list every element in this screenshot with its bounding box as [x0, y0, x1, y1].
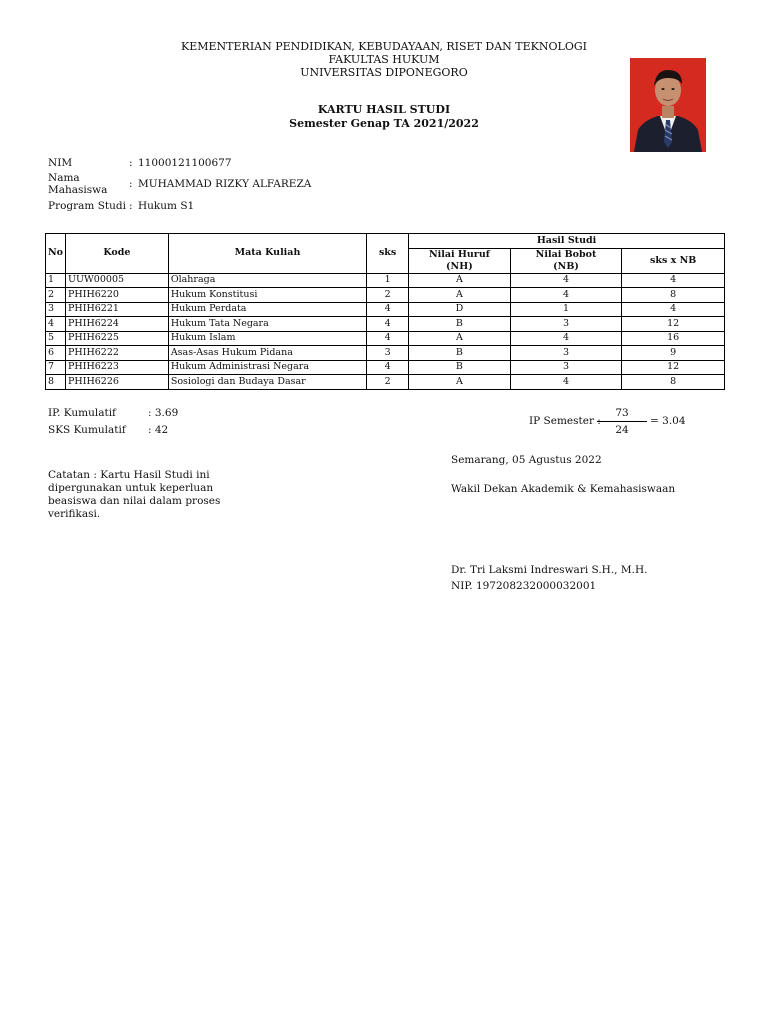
- cell-sks-x-nb: 4: [622, 302, 725, 317]
- cell-sks-x-nb: 9: [622, 346, 725, 361]
- name-value: MUHAMMAD RIZKY ALFAREZA: [138, 178, 312, 190]
- cell-sks: 4: [367, 317, 409, 332]
- signatory-nip: NIP. 197208232000032001: [451, 580, 597, 592]
- cell-mata-kuliah: Olahraga: [168, 273, 366, 288]
- program-colon: :: [129, 200, 133, 212]
- cell-sks-x-nb: 8: [622, 288, 725, 303]
- cell-no: 3: [46, 302, 66, 317]
- table-header-row: [46, 234, 725, 249]
- col-mata-kuliah-header: Mata Kuliah: [168, 234, 366, 274]
- cell-nilai-bobot: 3: [510, 346, 622, 361]
- grades-table: [45, 233, 725, 390]
- cell-mata-kuliah: Hukum Islam: [168, 331, 366, 346]
- cell-no: 4: [46, 317, 66, 332]
- cell-sks: 4: [367, 360, 409, 375]
- table-row: [46, 360, 725, 375]
- ip-kumulatif-label: IP. Kumulatif: [48, 407, 116, 419]
- cell-nilai-huruf: D: [409, 302, 511, 317]
- title-main: KARTU HASIL STUDI: [317, 103, 451, 116]
- cell-nilai-bobot: 4: [510, 331, 622, 346]
- table-row: [46, 331, 725, 346]
- cell-nilai-bobot: 3: [510, 317, 622, 332]
- ip-semester-numerator: 73: [615, 407, 629, 419]
- cell-no: 2: [46, 288, 66, 303]
- fraction-bar: [597, 421, 647, 422]
- cell-nilai-bobot: 4: [510, 375, 622, 390]
- cell-sks: 1: [367, 273, 409, 288]
- cell-mata-kuliah: Hukum Konstitusi: [168, 288, 366, 303]
- table-row: [46, 273, 725, 288]
- signature-position: Wakil Dekan Akademik & Kemahasiswaan: [451, 483, 676, 495]
- col-sks-header: sks: [367, 234, 409, 274]
- document-title: [0, 103, 768, 130]
- cell-nilai-huruf: A: [409, 375, 511, 390]
- nim-label: NIM: [48, 157, 73, 169]
- ip-semester-denominator: 24: [615, 424, 629, 436]
- hasil-studi-header: Hasil Studi: [409, 234, 725, 249]
- cell-sks: 3: [367, 346, 409, 361]
- col-sks-x-nb-header: sks x NB: [622, 248, 725, 273]
- cell-nilai-huruf: A: [409, 331, 511, 346]
- nim-colon: :: [129, 157, 133, 169]
- table-row: [46, 317, 725, 332]
- name-label: Nama Mahasiswa: [48, 172, 108, 196]
- col-kode-header: Kode: [66, 234, 169, 274]
- cell-no: 8: [46, 375, 66, 390]
- nilai-bobot-abbr: (NB): [553, 260, 579, 272]
- name-colon: :: [129, 178, 133, 190]
- cell-kode: PHIH6221: [66, 302, 169, 317]
- nim-value: 11000121100677: [138, 157, 232, 169]
- table-row: [46, 375, 725, 390]
- ip-kumulatif-value: : 3.69: [148, 407, 179, 419]
- sks-kumulatif-value: : 42: [148, 424, 169, 436]
- cell-sks: 4: [367, 302, 409, 317]
- cell-mata-kuliah: Sosiologi dan Budaya Dasar: [168, 375, 366, 390]
- cell-nilai-huruf: A: [409, 273, 511, 288]
- cell-nilai-huruf: A: [409, 288, 511, 303]
- sks-kumulatif-label: SKS Kumulatif: [48, 424, 126, 436]
- cell-nilai-bobot: 3: [510, 360, 622, 375]
- col-nilai-bobot-header: [510, 248, 622, 273]
- cell-sks-x-nb: 4: [622, 273, 725, 288]
- cell-sks: 4: [367, 331, 409, 346]
- cell-no: 1: [46, 273, 66, 288]
- nilai-huruf-label: Nilai Huruf: [428, 248, 490, 260]
- cell-nilai-huruf: B: [409, 360, 511, 375]
- cell-nilai-bobot: 4: [510, 273, 622, 288]
- cell-nilai-huruf: B: [409, 317, 511, 332]
- ip-semester-result: = 3.04: [650, 415, 686, 427]
- cell-nilai-bobot: 4: [510, 288, 622, 303]
- university-name: UNIVERSITAS DIPONEGORO: [300, 66, 468, 79]
- program-label: Program Studi: [48, 200, 126, 212]
- cell-sks: 2: [367, 375, 409, 390]
- ministry-name: KEMENTERIAN PENDIDIKAN, KEBUDAYAAN, RISET DAN TEKNOLOGI: [181, 40, 587, 53]
- cell-nilai-bobot: 1: [510, 302, 622, 317]
- signature-place-date: Semarang, 05 Agustus 2022: [451, 454, 602, 466]
- cell-kode: PHIH6225: [66, 331, 169, 346]
- nilai-huruf-abbr: (NH): [446, 260, 473, 272]
- faculty-name: FAKULTAS HUKUM: [328, 53, 440, 66]
- cell-kode: PHIH6224: [66, 317, 169, 332]
- cell-kode: PHIH6222: [66, 346, 169, 361]
- cell-kode: UUW00005: [66, 273, 169, 288]
- program-value: Hukum S1: [138, 200, 195, 212]
- cell-mata-kuliah: Asas-Asas Hukum Pidana: [168, 346, 366, 361]
- col-nilai-huruf-header: [409, 248, 511, 273]
- nilai-bobot-label: Nilai Bobot: [535, 248, 597, 260]
- cell-mata-kuliah: Hukum Tata Negara: [168, 317, 366, 332]
- signatory-name: Dr. Tri Laksmi Indreswari S.H., M.H.: [451, 564, 648, 576]
- cell-kode: PHIH6220: [66, 288, 169, 303]
- cell-no: 6: [46, 346, 66, 361]
- cell-nilai-huruf: B: [409, 346, 511, 361]
- cell-mata-kuliah: Hukum Administrasi Negara: [168, 360, 366, 375]
- cell-sks-x-nb: 16: [622, 331, 725, 346]
- table-row: [46, 346, 725, 361]
- cell-no: 7: [46, 360, 66, 375]
- cell-mata-kuliah: Hukum Perdata: [168, 302, 366, 317]
- note-text: Catatan : Kartu Hasil Studi ini dipergunakan untuk keperluan beasiswa dan nilai dalam proses verifikasi.: [48, 469, 221, 520]
- cell-sks-x-nb: 12: [622, 360, 725, 375]
- table-row: [46, 288, 725, 303]
- cell-no: 5: [46, 331, 66, 346]
- cell-kode: PHIH6223: [66, 360, 169, 375]
- title-semester: Semester Genap TA 2021/2022: [289, 116, 479, 130]
- table-row: [46, 302, 725, 317]
- cell-sks: 2: [367, 288, 409, 303]
- cell-sks-x-nb: 8: [622, 375, 725, 390]
- col-no-header: No: [46, 234, 66, 274]
- cell-sks-x-nb: 12: [622, 317, 725, 332]
- cell-kode: PHIH6226: [66, 375, 169, 390]
- ip-semester-label: IP Semester :: [529, 415, 601, 427]
